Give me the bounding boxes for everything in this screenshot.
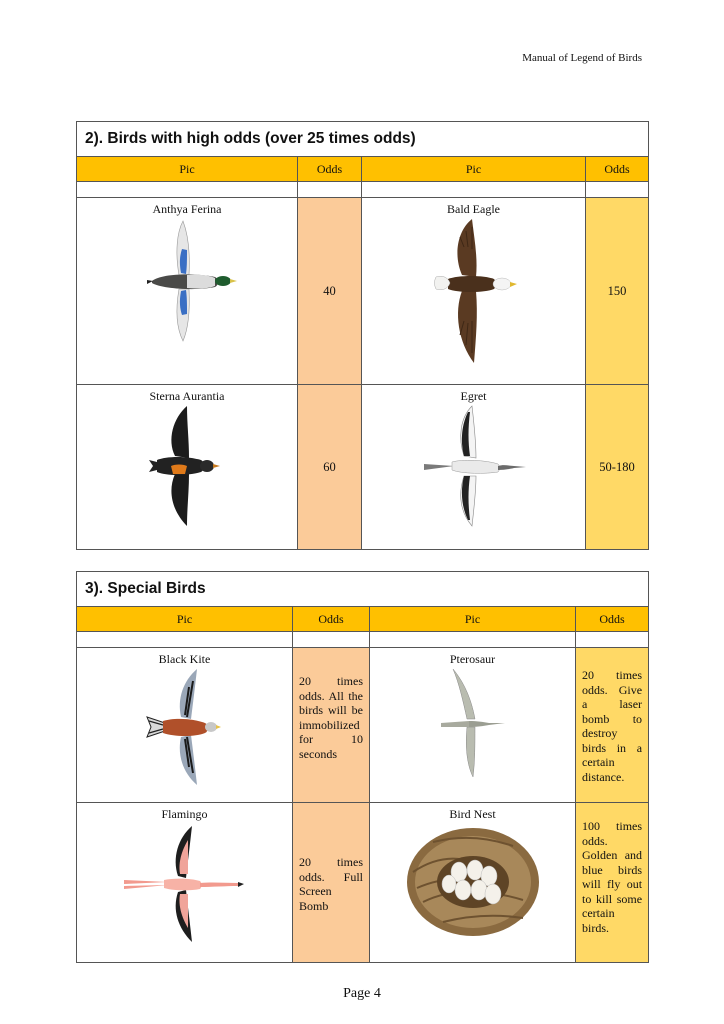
bird-name: Sterna Aurantia [149,389,225,403]
column-header-odds: Odds [293,607,370,632]
flamingo-icon [120,822,250,947]
bird-name: Bird Nest [449,807,496,821]
odds-cell: 20 times odds. All the birds will be immobilized for 10 seconds [293,648,370,803]
column-header-odds: Odds [586,157,649,182]
column-header-pic: Pic [362,157,586,182]
section-title: 3). Special Birds [77,572,649,607]
bird-name: Anthya Ferina [152,202,222,216]
bird-cell [77,385,298,550]
bird-cell [77,648,293,803]
bird-cell [77,198,298,385]
bird-name: Black Kite [158,652,211,666]
bird-cell [362,198,586,385]
odds-cell: 20 times odds. Give a laser bomb to destroy birds in a certain distance. [576,648,649,803]
bird-cell [77,803,293,963]
tern-icon [127,404,247,529]
high-odds-table [76,121,649,550]
bird-name: Bald Eagle [447,202,500,216]
column-header-pic: Pic [370,607,576,632]
section-title: 2). Birds with high odds (over 25 times odds) [77,122,649,157]
odds-cell: 100 times odds. Golden and blue birds will fly out to kill some certain birds. [576,803,649,963]
table-row [77,803,649,963]
eagle-icon [414,217,534,367]
table-row [77,648,649,803]
table-row [77,385,649,550]
column-header-odds: Odds [576,607,649,632]
egret-icon [414,404,534,529]
odds-cell: 60 [298,385,362,550]
bird-name: Pterosaur [449,652,496,666]
column-header-pic: Pic [77,607,293,632]
odds-cell: 50-180 [586,385,649,550]
odds-cell: 20 times odds. Full Screen Bomb [293,803,370,963]
bird-cell [370,803,576,963]
odds-cell: 40 [298,198,362,385]
special-birds-table [76,571,649,963]
bird-nest-icon [403,822,543,940]
manual-title: Manual of Legend of Birds [522,52,642,64]
column-header-odds: Odds [298,157,362,182]
duck-icon [127,217,247,347]
odds-cell: 150 [586,198,649,385]
kite-icon [125,667,245,787]
table-row [77,198,649,385]
bird-name: Egret [460,389,487,403]
bird-name: Flamingo [161,807,208,821]
bird-cell [362,385,586,550]
column-header-pic: Pic [77,157,298,182]
pterosaur-icon [413,667,533,782]
bird-cell [370,648,576,803]
page-number: Page 4 [343,986,381,1001]
